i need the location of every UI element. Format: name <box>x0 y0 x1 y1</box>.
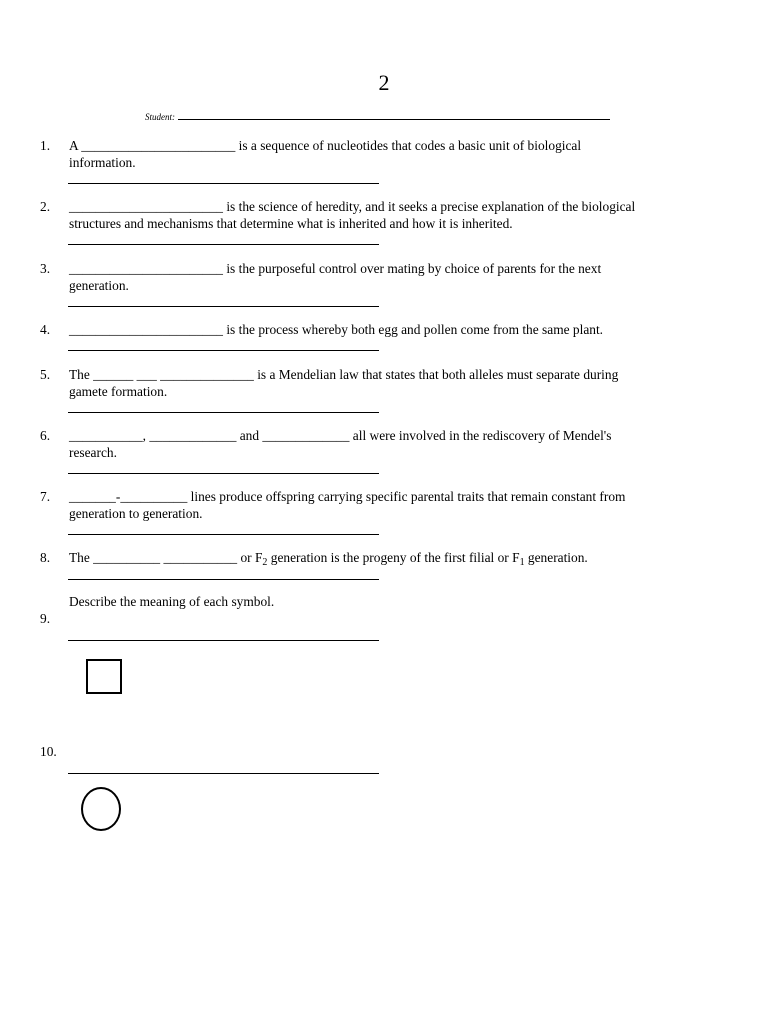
question-text-part: generation. <box>524 550 588 565</box>
question-text-part: generation is the progeny of the first filial or F <box>267 550 520 565</box>
question-number: 7. <box>40 489 51 504</box>
question-text: _______________________ is the science of heredity, and it seeks a precise explanation of the biological structures and mechanisms that determine what is inherited and how it is inherited. <box>69 199 636 231</box>
question-number: 3. <box>40 261 51 276</box>
question-text: The ______ ___ ______________ is a Mendelian law that states that both alleles must separate during gamete formation. <box>69 367 619 399</box>
question-number: 4. <box>40 322 51 337</box>
answer-line-3[interactable] <box>68 306 379 307</box>
student-label: Student: <box>145 112 175 122</box>
answer-line-6[interactable] <box>68 473 379 474</box>
question-number: 8. <box>40 550 51 565</box>
answer-line-2[interactable] <box>68 244 379 245</box>
answer-line-8[interactable] <box>68 579 379 580</box>
answer-line-9[interactable] <box>68 640 379 641</box>
subscript: 2 <box>262 557 268 568</box>
square-symbol-icon <box>86 659 122 694</box>
answer-line-1[interactable] <box>68 183 379 184</box>
question-number: 5. <box>40 367 51 382</box>
question-number: 1. <box>40 138 51 153</box>
student-field <box>145 111 610 123</box>
question-text <box>69 550 739 567</box>
question-text: _______-__________ lines produce offspring carrying specific parental traits that remain constant from generation to generation. <box>69 489 626 521</box>
question-number: 2. <box>40 199 51 214</box>
question-10-number: 10. <box>40 744 57 759</box>
circle-symbol-icon <box>81 787 121 831</box>
symbols-prompt: Describe the meaning of each symbol. <box>69 594 275 609</box>
question-text: _______________________ is the purposeful control over mating by choice of parents for the next generation. <box>69 261 602 293</box>
answer-line-10[interactable] <box>68 773 379 774</box>
question-text: ___________, _____________ and _____________ all were involved in the rediscovery of Mendel's research. <box>69 428 612 460</box>
question-9-number: 9. <box>40 611 51 626</box>
answer-line-4[interactable] <box>68 350 379 351</box>
question-number: 6. <box>40 428 51 443</box>
question-text: A _______________________ is a sequence of nucleotides that codes a basic unit of biological information. <box>69 138 582 170</box>
subscript: 1 <box>519 557 525 568</box>
question-text: _______________________ is the process whereby both egg and pollen come from the same plant. <box>69 322 604 337</box>
student-answer-line[interactable] <box>178 111 610 120</box>
answer-line-5[interactable] <box>68 412 379 413</box>
answer-line-7[interactable] <box>68 534 379 535</box>
page-number: 2 <box>378 70 390 95</box>
question-text-part: The __________ ___________ or F <box>69 550 263 565</box>
